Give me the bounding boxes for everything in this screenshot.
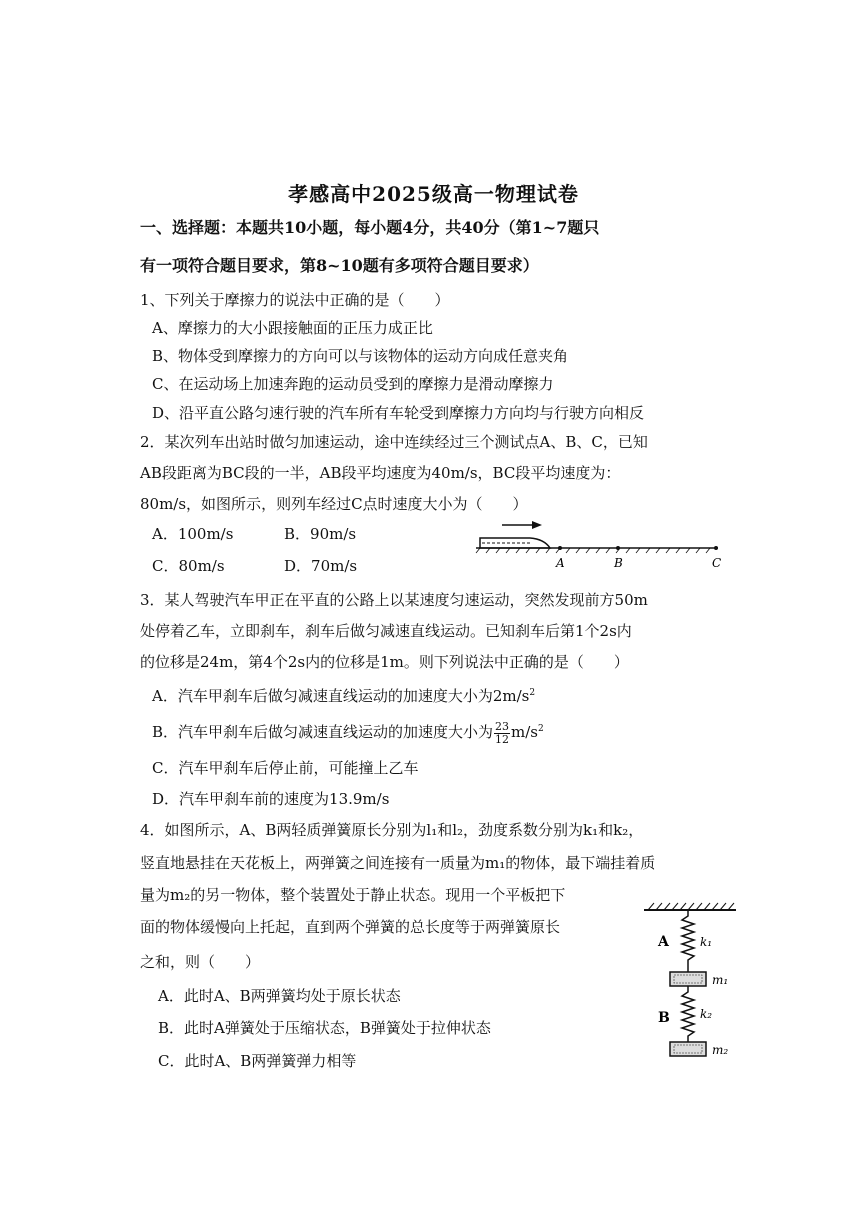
- q2-option-a: A．100m/s: [152, 525, 234, 543]
- section-header-line2: 有一项符合题目要求，第8~10题有多项符合题目要求）: [140, 256, 539, 275]
- q1-stem: 1、下列关于摩擦力的说法中正确的是（ ）: [140, 291, 450, 309]
- exam-title: 孝感高中2025级高一物理试卷: [288, 182, 579, 206]
- q4-option-a: A．此时A、B两弹簧均处于原长状态: [158, 987, 401, 1005]
- q4-line3: 量为m₂的另一物体，整个装置处于静止状态。现用一个平板把下: [140, 886, 566, 904]
- q4-line4: 面的物体缓慢向上托起，直到两个弹簧的总长度等于两弹簧原长: [140, 918, 561, 936]
- q3-line1: 3．某人驾驶汽车甲正在平直的公路上以某速度匀速运动，突然发现前方50m: [140, 591, 648, 609]
- q1-option-b: B、物体受到摩擦力的方向可以与该物体的运动方向成任意夹角: [152, 347, 569, 365]
- q3-option-d: D．汽车甲刹车前的速度为13.9m/s: [152, 790, 390, 808]
- q1-option-c: C、在运动场上加速奔跑的运动员受到的摩擦力是滑动摩擦力: [152, 375, 554, 393]
- q1-option-a: A、摩擦力的大小跟接触面的正压力成正比: [152, 319, 433, 337]
- section-header-line1: 一、选择题：本题共10小题，每小题4分，共40分（第1~7题只: [140, 218, 600, 237]
- q4-line2: 竖直地悬挂在天花板上，两弹簧之间连接有一质量为m₁的物体，最下端挂着质: [140, 854, 656, 872]
- spring-b-label: B: [658, 1010, 670, 1026]
- q4-line5: 之和，则（ ）: [140, 953, 261, 971]
- point-c-label: C: [712, 556, 722, 570]
- k2-label: k₂: [700, 1007, 713, 1021]
- q3-option-a: A．汽车甲刹车后做匀减速直线运动的加速度大小为$2m/s^2$: [152, 687, 536, 705]
- point-a-label: A: [556, 556, 565, 570]
- q2-line3: 80m/s，如图所示，则列车经过C点时速度大小为（ ）: [140, 495, 528, 513]
- q2-option-b: B．90m/s: [284, 525, 357, 543]
- q2-line2: AB段距离为BC段的一半，AB段平均速度为40m/s，BC段平均速度为：: [140, 464, 621, 482]
- q3-line2: 处停着乙车，立即刹车，刹车后做匀减速直线运动。已知刹车后第1个2s内: [140, 622, 632, 640]
- q2-option-c: C．80m/s: [152, 557, 225, 575]
- q1-option-d: D、沿平直公路匀速行驶的汽车所有车轮受到摩擦力方向均与行驶方向相反: [152, 404, 645, 422]
- q2-line1: 2．某次列车出站时做匀加速运动，途中连续经过三个测试点A、B、C，已知: [140, 433, 648, 451]
- q3-line3: 的位移是24m，第4个2s内的位移是1m。则下列说法中正确的是（ ）: [140, 653, 629, 671]
- k1-label: k₁: [700, 935, 713, 949]
- q3-option-c: C．汽车甲刹车后停止前，可能撞上乙车: [152, 759, 419, 777]
- q4-option-b: B．此时A弹簧处于压缩状态，B弹簧处于拉伸状态: [158, 1019, 491, 1037]
- q2-option-d: D．70m/s: [284, 557, 358, 575]
- spring-a-label: A: [658, 934, 669, 950]
- q3-option-b: B．汽车甲刹车后做匀减速直线运动的加速度大小为 $\frac{23}{12}$ $m/s^2$: [152, 719, 544, 746]
- m1-label: m₁: [712, 973, 729, 987]
- m2-label: m₂: [712, 1043, 729, 1057]
- fraction: $\frac{23}{12}$: [495, 719, 510, 746]
- point-b-label: B: [614, 556, 623, 570]
- q4-option-c: C．此时A、B两弹簧弹力相等: [158, 1052, 357, 1070]
- train-diagram: [470, 518, 730, 576]
- spring-diagram: [640, 900, 750, 1062]
- q4-line1: 4．如图所示，A、B两轻质弹簧原长分别为l₁和l₂，劲度系数分别为k₁和k₂，: [140, 821, 644, 839]
